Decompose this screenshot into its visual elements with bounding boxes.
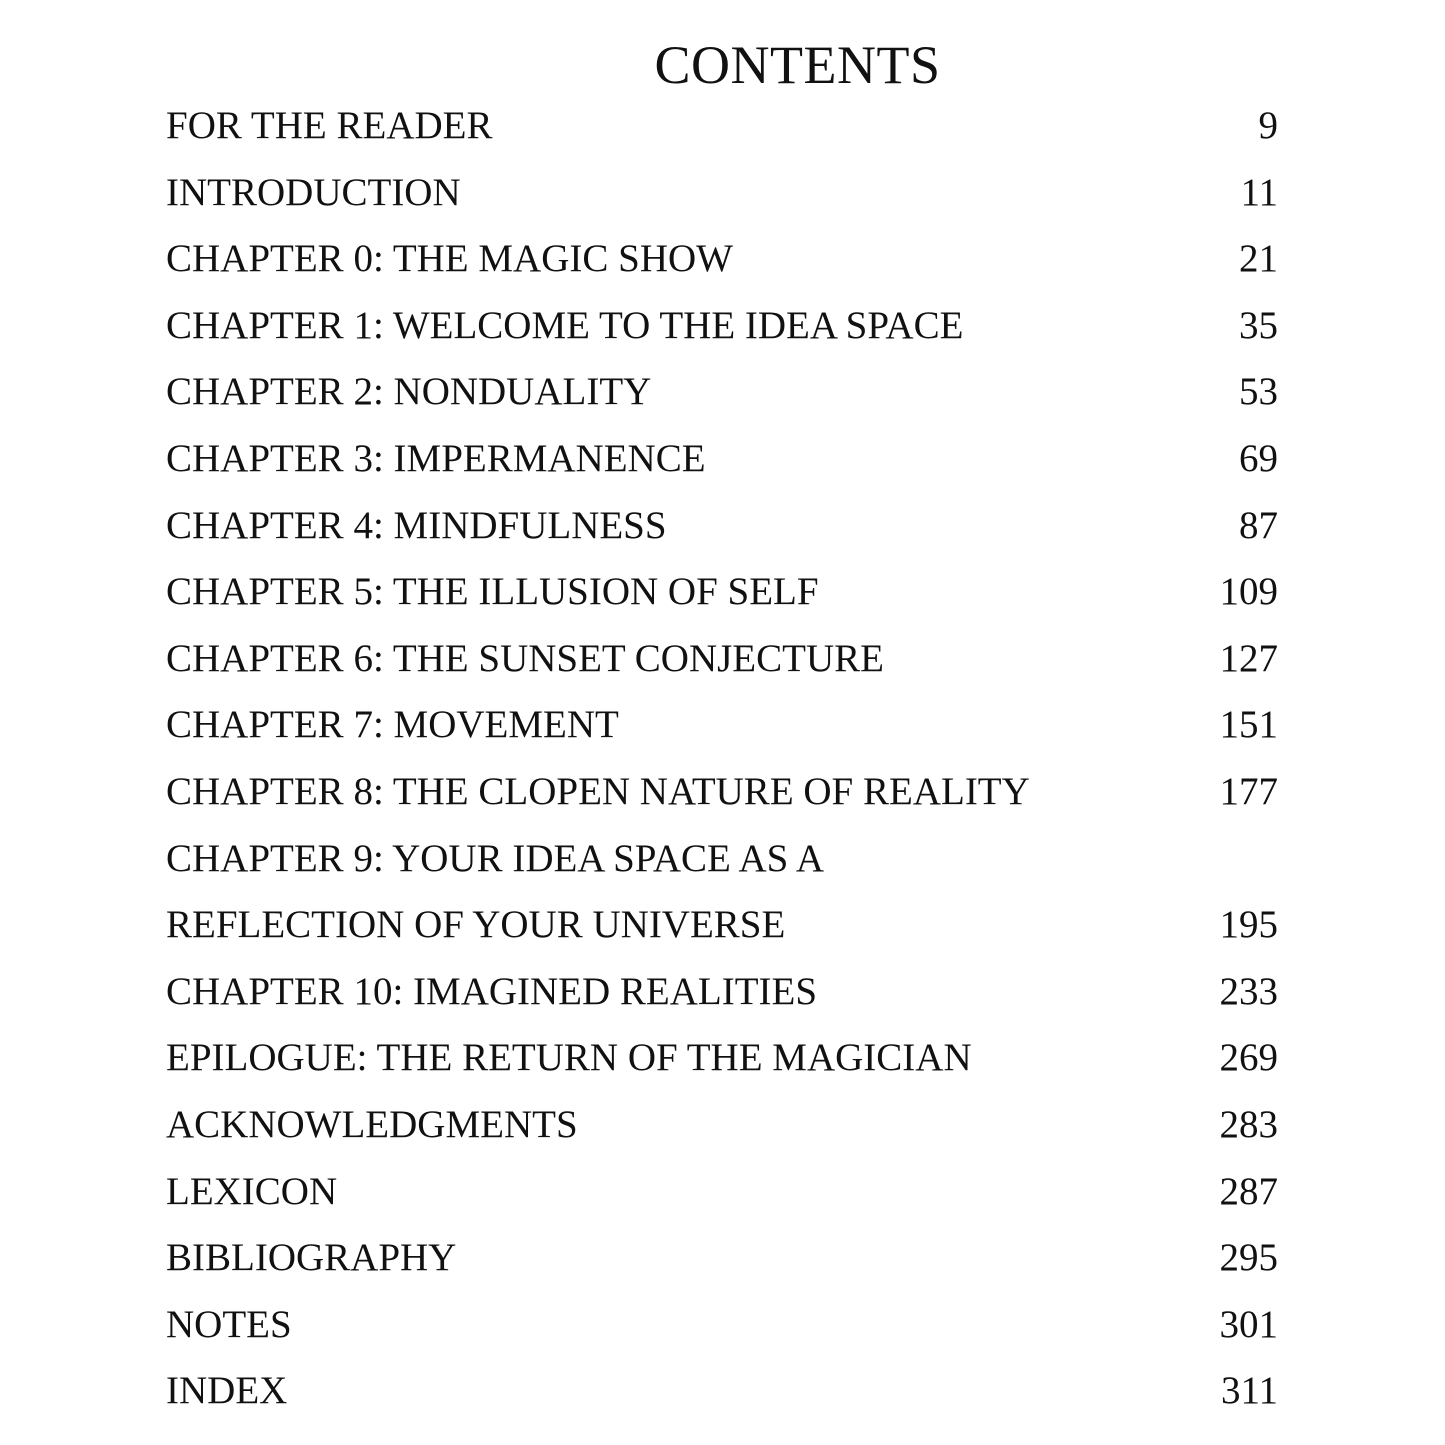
toc-entry-label: CHAPTER 1: WELCOME TO THE IDEA SPACE [166, 303, 964, 347]
toc-entry-page: 9 [1258, 104, 1278, 147]
toc-entry-label: CHAPTER 4: MINDFULNESS [166, 503, 667, 547]
toc-entry-label: CHAPTER 10: IMAGINED REALITIES [166, 969, 818, 1013]
toc-entry-page: 11 [1240, 170, 1278, 214]
toc-entry-chapter-9-line-1 [166, 826, 1278, 893]
toc-entry-chapter-5 [166, 559, 1278, 626]
toc-entry-chapter-2 [166, 359, 1278, 426]
toc-entry-for-the-reader [166, 93, 1278, 160]
toc-entry-chapter-4 [166, 493, 1278, 560]
table-of-contents [166, 93, 1278, 1425]
toc-entry-chapter-0 [166, 226, 1278, 293]
toc-entry-chapter-9-line-2 [166, 892, 1278, 959]
toc-entry-lexicon [166, 1159, 1278, 1226]
toc-entry-label: CHAPTER 0: THE MAGIC SHOW [166, 237, 733, 281]
toc-entry-page: 21 [1239, 237, 1278, 281]
toc-entry-label: NOTES [166, 1302, 292, 1346]
toc-entry-page: 301 [1219, 1302, 1278, 1346]
toc-entry-chapter-7 [166, 692, 1278, 759]
toc-entry-page: 295 [1219, 1236, 1278, 1280]
toc-entry-label: CHAPTER 3: IMPERMANENCE [166, 436, 706, 480]
toc-entry-chapter-1 [166, 293, 1278, 360]
toc-entry-chapter-3 [166, 426, 1278, 493]
toc-entry-page: 151 [1219, 703, 1278, 747]
toc-entry-label: INTRODUCTION [166, 170, 461, 214]
toc-entry-page: 35 [1239, 303, 1278, 347]
toc-entry-page: 269 [1219, 1036, 1278, 1080]
toc-entry-page: 87 [1239, 503, 1278, 547]
toc-entry-notes [166, 1292, 1278, 1359]
toc-entry-page: 109 [1219, 570, 1278, 614]
toc-entry-page: 195 [1219, 903, 1278, 947]
toc-entry-bibliography [166, 1225, 1278, 1292]
toc-entry-label: CHAPTER 5: THE ILLUSION OF SELF [166, 570, 819, 614]
toc-entry-chapter-8 [166, 759, 1278, 826]
toc-entry-label: CHAPTER 7: MOVEMENT [166, 703, 619, 747]
toc-entry-label: BIBLIOGRAPHY [166, 1236, 457, 1280]
toc-entry-page: 233 [1219, 969, 1278, 1013]
toc-entry-page: 283 [1219, 1102, 1278, 1146]
toc-entry-introduction [166, 160, 1278, 227]
toc-entry-index [166, 1358, 1278, 1425]
toc-entry-chapter-10 [166, 959, 1278, 1026]
toc-entry-page: 311 [1220, 1369, 1278, 1413]
toc-entry-label: CHAPTER 8: THE CLOPEN NATURE OF REALITY [166, 769, 1030, 813]
toc-entry-page: 177 [1219, 769, 1278, 813]
toc-entry-label: CHAPTER 2: NONDUALITY [166, 370, 652, 414]
toc-entry-label: CHAPTER 6: THE SUNSET CONJECTURE [166, 636, 884, 680]
toc-entry-label: EPILOGUE: THE RETURN OF THE MAGICIAN [166, 1036, 972, 1080]
toc-entry-label: CHAPTER 9: YOUR IDEA SPACE AS A [166, 836, 825, 880]
toc-entry-chapter-6 [166, 626, 1278, 693]
toc-entry-page: 69 [1239, 436, 1278, 480]
toc-entry-page: 53 [1239, 370, 1278, 414]
page-title: CONTENTS [654, 35, 941, 95]
toc-entry-label: INDEX [166, 1369, 288, 1413]
toc-entry-label: LEXICON [166, 1169, 338, 1213]
toc-entry-page: 287 [1219, 1169, 1278, 1213]
toc-entry-page: 127 [1219, 636, 1278, 680]
toc-entry-label: REFLECTION OF YOUR UNIVERSE [166, 903, 786, 947]
toc-entry-label: ACKNOWLEDGMENTS [166, 1102, 578, 1146]
toc-entry-epilogue [166, 1025, 1278, 1092]
toc-entry-label: FOR THE READER [166, 104, 493, 147]
toc-entry-acknowledgments [166, 1092, 1278, 1159]
